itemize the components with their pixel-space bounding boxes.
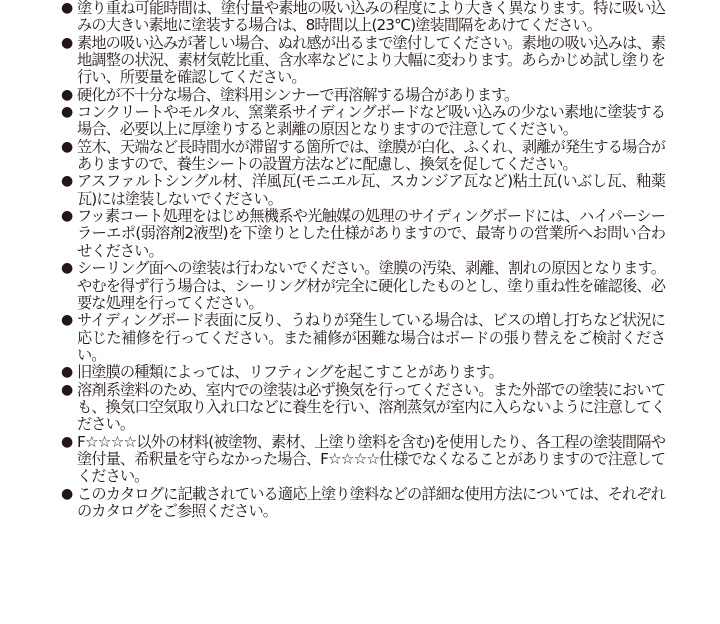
list-item [61,104,665,139]
list-item-text: フッ素コート処理をはじめ無機系や光触媒の処理のサイディングボードには、ハイパーシーラーエポ(弱溶剤2液型)を下塗りとした仕様がありますので、最寄りの営業所へお問い合わせください。 [77,207,665,260]
list-item-text: 溶剤系塗料のため、室内での塗装は必ず換気を行ってください。また外部での塗装においても、換気口空気取り入れ口などに養生を行い、溶剤蒸気が室内に入らないように注意してください。 [77,380,665,434]
list-item-text: アスファルトシングル材、洋風瓦(モニエル瓦、スカンジア瓦など)粘土瓦(いぶし瓦、釉薬瓦)には塗装しないでください。 [77,172,665,208]
bullet-icon: ● [61,312,73,329]
precautions-document [61,0,665,520]
list-item [61,0,665,35]
list-item [61,173,665,208]
list-item-text: シーリング面への塗装は行わないでください。塗膜の汚染、剥離、割れの原因となります。やむを得ず行う場合は、シーリング材が完全に硬化したものとし、塗り重ね性を確認後、必要な処理を行ってください。 [77,259,665,312]
bullet-icon: ● [61,364,73,381]
bullet-icon: ● [61,208,73,225]
list-item [61,486,665,521]
list-item-text: サイディングボード表面に反り、うねりが発生している場合は、ビスの増し打ちなど状況に応じた補修を行ってください。また補修が困難な場合はボードの張り替えをご検討ください。 [77,311,665,364]
list-item-text: このカタログに記載されている適応上塗り塗料などの詳細な使用方法については、それぞれのカタログをご参照ください。 [77,484,665,520]
list-item [61,87,665,104]
list-item [61,35,665,87]
bullet-icon: ● [61,86,73,103]
precautions-list [61,0,665,520]
list-item-text: 旧塗膜の種類によっては、リフティングを起こすことがあります。 [77,363,503,382]
list-item-text: 塗り重ね可能時間は、塗付量や素地の吸い込みの程度により大きく異なります。特に吸い込みの大きい素地に塗装する場合は、8時間以上(23℃)塗装間隔をあけてください。 [77,0,665,35]
list-item-text: F☆☆☆☆以外の材料(被塗物、素材、上塗り塗料を含む)を使用したり、各工程の塗装間隔や塗付量、希釈量を守らなかった場合、F☆☆☆☆仕様でなくなることがありますので注意してください。 [77,432,665,486]
list-item [61,260,665,312]
bullet-icon: ● [61,138,73,155]
list-item [61,434,665,486]
list-item [61,208,665,260]
bullet-icon: ● [61,260,73,277]
bullet-icon: ● [61,173,73,190]
bullet-icon: ● [61,485,73,502]
list-item [61,364,665,381]
list-item [61,139,665,174]
bullet-icon: ● [61,0,73,16]
list-item [61,312,665,364]
list-item-text: 硬化が不十分な場合、塗料用シンナーで再溶解する場合があります。 [77,85,519,104]
bullet-icon: ● [61,34,73,51]
list-item-text: 素地の吸い込みが著しい場合、ぬれ感が出るまで塗付してください。素地の吸い込みは、素地調整の状況、素材気乾比重、含水率などにより大幅に変わります。あらかじめ試し塗りを行い、所要量を確認してください。 [77,33,665,87]
bullet-icon: ● [61,104,73,121]
bullet-icon: ● [61,381,73,398]
list-item [61,382,665,434]
list-item-text: コンクリートやモルタル、窯業系サイディングボードなど吸い込みの少ない素地に塗装する場合、必要以上に厚塗りすると剥離の原因となりますので注意してください。 [77,103,665,139]
bullet-icon: ● [61,433,73,450]
list-item-text: 笠木、天端など長時間水が滞留する箇所では、塗膜が白化、ふくれ、剥離が発生する場合がありますので、養生シートの設置方法などに配慮し、換気を促してください。 [77,137,665,174]
